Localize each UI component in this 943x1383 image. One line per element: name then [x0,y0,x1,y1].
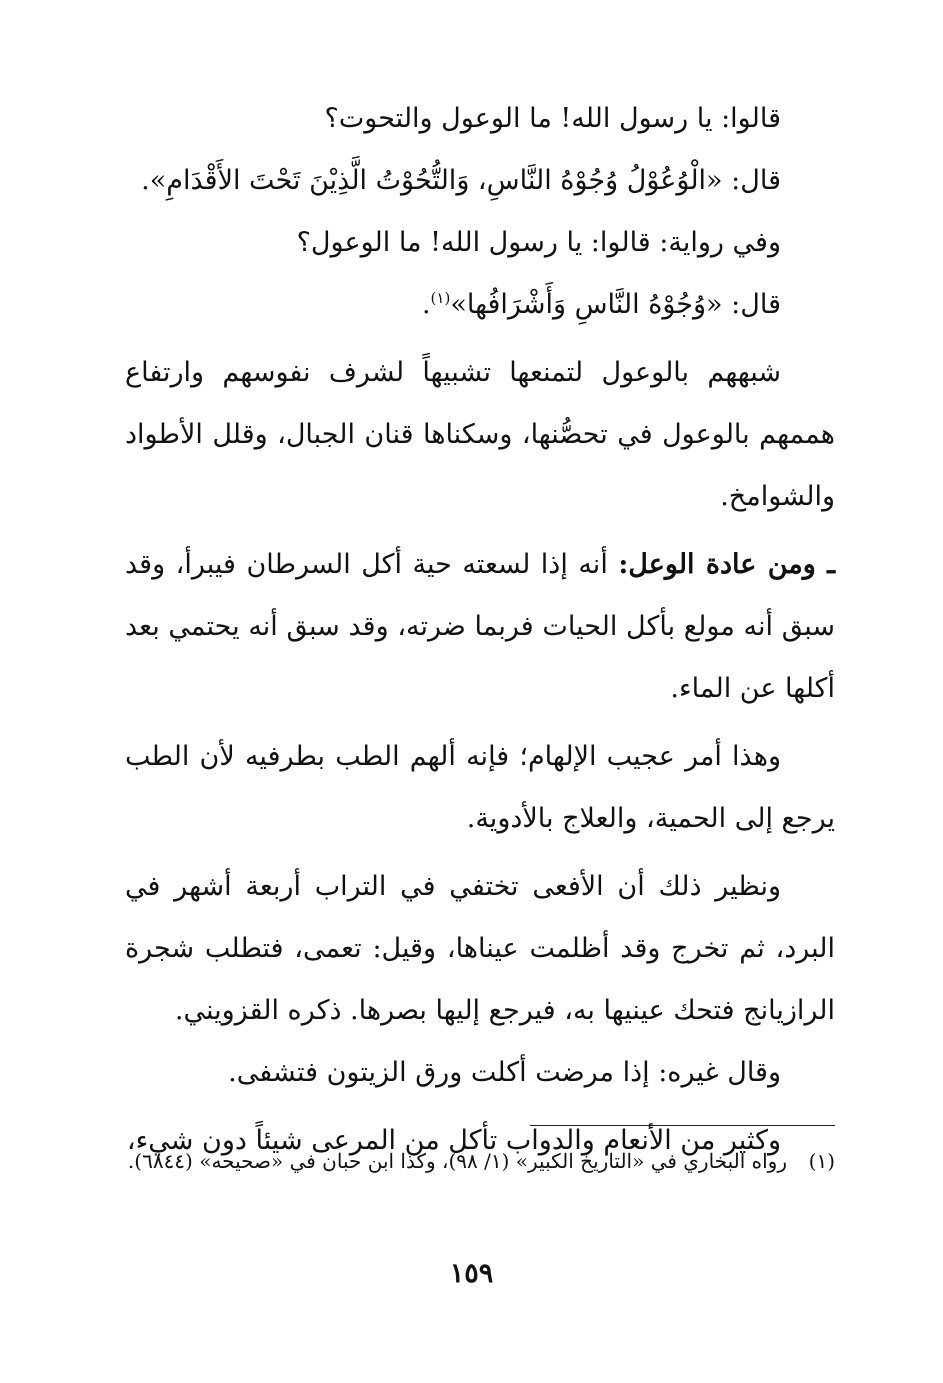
paragraph-7: وهذا أمر عجيب الإلهام؛ فإنه ألهم الطب بطرفيه لأن الطب يرجع إلى الحمية، والعلاج بالأدوية. [125,741,835,834]
paragraph-8: ونظير ذلك أن الأفعى تختفي في التراب أربعة أشهر في البرد، ثم تخرج وقد أظلمت عيناها، وقيل: تعمى، فتطلب شجرة الرازيانج فتحك عينيها به، فيرجع إليها بصرها. ذكره القزويني. [125,871,835,1026]
footnote-separator [530,1125,835,1126]
paragraph-5: شبههم بالوعول لتمنعها تشبيهاً لشرف نفوسهم وارتفاع هممهم بالوعول في تحصُّنها، وسكناها قنان الجبال، وقلل الأطواد والشوامخ. [125,357,835,512]
paragraph-6: ـ ومن عادة الوعل: أنه إذا لسعته حية أكل السرطان فيبرأ، وقد سبق أنه مولع بأكل الحيات فربما ضرته، وقد سبق أنه يحتمي بعد أكلها عن الماء. [125,549,835,704]
bold-lead: ـ ومن عادة الوعل: [618,549,835,580]
paragraph-10: وكثير من الأنعام والدواب تأكل من المرعى شيئاً دون شيء، [126,1125,781,1156]
paragraph-1: قالوا: يا رسول الله! ما الوعول والتحوت؟ [324,103,781,134]
paragraph-3: وفي رواية: قالوا: يا رسول الله! ما الوعول؟ [296,227,781,258]
footnote-number: (١) [808,1149,835,1173]
main-text [125,88,835,1172]
paragraph-4: قال: «وُجُوْهُ النَّاسِ وَأَشْرَافُها»$^{(١)}$. [421,289,781,320]
paragraph-9: وقال غيره: إذا مرضت أكلت ورق الزيتون فتشفى. [228,1057,781,1088]
footnote [115,1141,835,1181]
page-number: ١٥٩ [449,1258,494,1289]
paragraph-2: قال: «الْوُعُوْلُ وُجُوْهُ النَّاسِ، وَالتُّحُوْتُ الَّذِيْنَ تَحْتَ الأَقْدَامِ». [141,165,781,196]
footnote-text: رواه البخاري في «التاريخ الكبير» (١/ ٩٨)، وكذا ابن حبان في «صحيحه» (٦٨٤٤). [127,1149,787,1173]
footnote-reference: (١) [430,289,451,307]
